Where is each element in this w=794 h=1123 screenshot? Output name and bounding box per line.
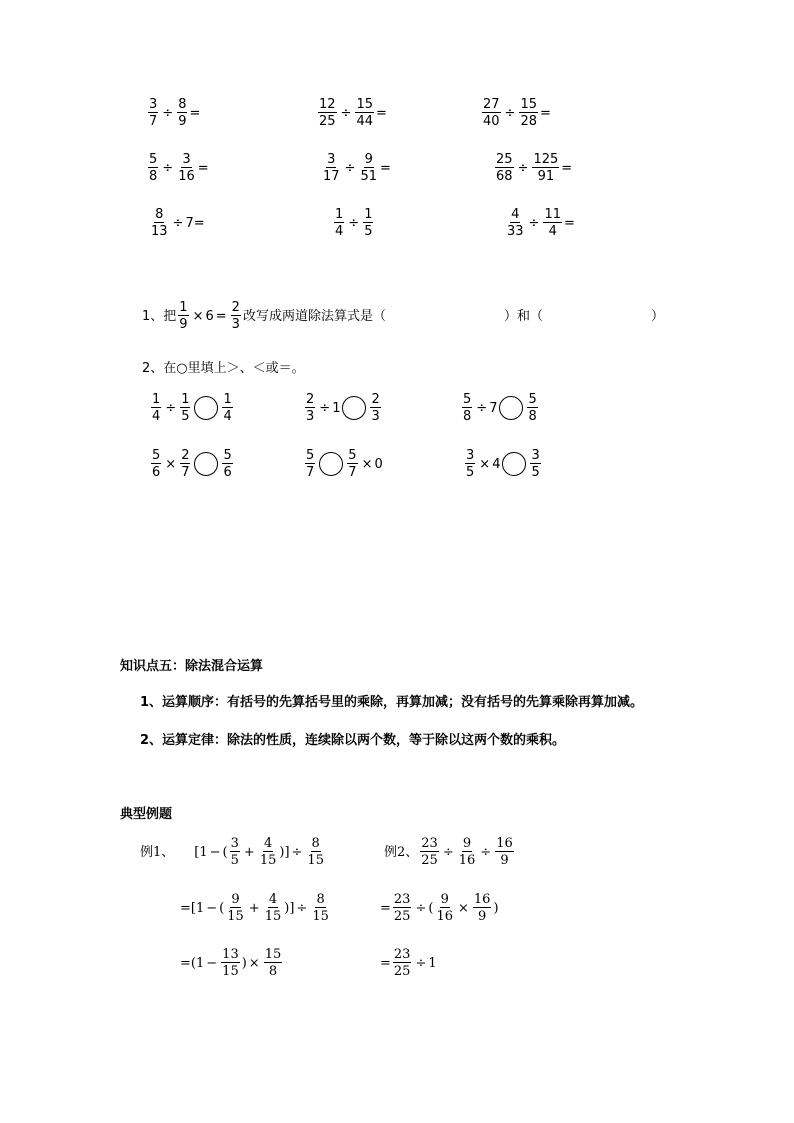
compare-5: $\frac{5}{7}$ $\frac{5}{7}$ × 0	[306, 448, 383, 480]
examples-title: 典型例题	[120, 807, 173, 822]
compare-circle[interactable]	[194, 452, 218, 476]
example-1: 例1、 [ 1 − ( $\frac{3}{5}$ + $\frac{4}{15}$ ) ] ÷ $\frac{8}{15}$	[140, 836, 324, 868]
exercise-8: $\frac{1}{4}$ ÷ $\frac{1}{5}$	[335, 207, 373, 239]
example-1-step-1: = [ 1 − ( $\frac{9}{15}$ + $\frac{4}{15}$ ) ] ÷ $\frac{8}{15}$	[180, 892, 329, 924]
compare-circle[interactable]	[319, 452, 343, 476]
example-2-step-2: = $\frac{23}{25}$ ÷ 1	[380, 947, 437, 979]
exercise-7: $\frac{8}{13}$ ÷ 7 =	[151, 207, 205, 239]
exercise-4: $\frac{5}{8}$ ÷ $\frac{3}{16}$ =	[149, 152, 209, 184]
example-2: 例2、 $\frac{23}{25}$ ÷ $\frac{9}{16}$ ÷ $\frac{16}{9}$	[384, 836, 513, 868]
exercise-2: $\frac{12}{25}$ ÷ $\frac{15}{44}$ =	[319, 97, 387, 129]
exercise-9: $\frac{4}{33}$ ÷ $\frac{11}{4}$ =	[507, 207, 575, 239]
compare-circle[interactable]	[499, 396, 523, 420]
question-2: 2、在○里填上＞、＜或＝。	[142, 361, 305, 376]
compare-2: $\frac{2}{3}$ ÷ 1 $\frac{2}{3}$	[306, 392, 380, 424]
question-1: 1、把 $\frac{1}{9}$ × 6 = $\frac{2}{3}$ 改写成两道除法算式是（ ）和（ ）	[142, 300, 664, 332]
example-2-step-1: = $\frac{23}{25}$ ÷ ( $\frac{9}{16}$ × $\frac{16}{9}$ )	[380, 892, 499, 924]
rule-1: 1、运算顺序：有括号的先算括号里的乘除，再算加减；没有括号的先算乘除再算加减。	[140, 695, 644, 710]
compare-circle[interactable]	[194, 396, 218, 420]
compare-3: $\frac{5}{8}$ ÷ 7 $\frac{5}{8}$	[463, 392, 537, 424]
example-1-step-2: = ( 1 − $\frac{13}{15}$ ) × $\frac{15}{8}$	[180, 947, 282, 979]
section-title: 知识点五：除法混合运算	[120, 659, 264, 674]
rule-2: 2、运算定律：除法的性质，连续除以两个数，等于除以这两个数的乘积。	[140, 733, 566, 748]
compare-circle[interactable]	[342, 396, 366, 420]
exercise-3: $\frac{27}{40}$ ÷ $\frac{15}{28}$ =	[483, 97, 551, 129]
exercise-6: $\frac{25}{68}$ ÷ $\frac{125}{91}$ =	[496, 152, 573, 184]
compare-1: $\frac{1}{4}$ ÷ $\frac{1}{5}$ $\frac{1}{4}$	[152, 392, 232, 424]
compare-6: $\frac{3}{5}$ × 4 $\frac{3}{5}$	[466, 448, 540, 480]
compare-circle[interactable]	[502, 452, 526, 476]
compare-4: $\frac{5}{6}$ × $\frac{2}{7}$ $\frac{5}{6}$	[152, 448, 232, 480]
exercise-1: $\frac{3}{7}$ ÷ $\frac{8}{9}$ =	[149, 97, 201, 129]
exercise-5: $\frac{3}{17}$ ÷ $\frac{9}{51}$ =	[323, 152, 391, 184]
